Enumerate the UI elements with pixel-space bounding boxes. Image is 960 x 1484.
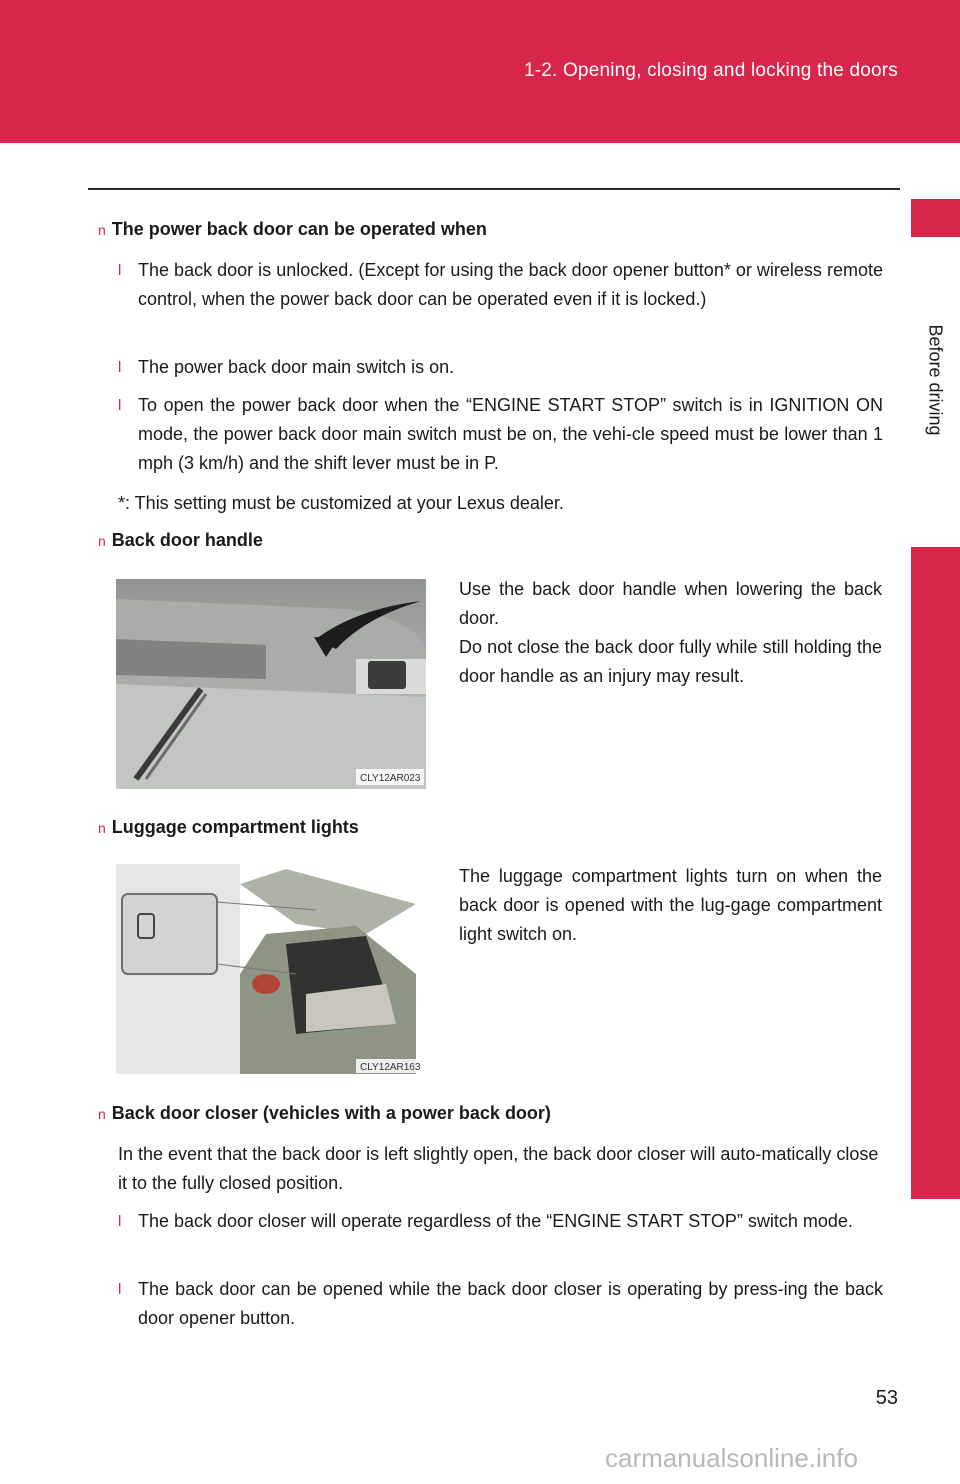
- heading-text: Luggage compartment lights: [111, 817, 359, 837]
- heading-text: Back door closer (vehicles with a power back door): [111, 1103, 551, 1123]
- item-bullet: l: [118, 397, 122, 414]
- description-line: Use the back door handle when lowering the back door.: [459, 579, 882, 628]
- item-bullet: l: [118, 359, 122, 376]
- heading-bullet: n: [98, 1106, 106, 1122]
- list-item: [118, 256, 883, 314]
- item-text: The power back door main switch is on.: [138, 357, 455, 377]
- section-heading-operation-conditions: [98, 219, 487, 240]
- watermark: carmanualsonline.info: [605, 1443, 858, 1473]
- item-bullet: l: [118, 1213, 122, 1230]
- description-line: Do not close the back door fully while still holding the door handle as an injury may result.: [459, 637, 882, 686]
- footnote: *: This setting must be customized at your Lexus dealer.: [118, 493, 564, 513]
- heading-bullet: n: [98, 820, 106, 836]
- page-number: 53: [875, 1387, 898, 1409]
- list-item: [118, 1207, 883, 1236]
- item-text: To open the power back door when the “ENGINE START STOP” switch is in IGNITION ON mode, the power back door main switch must be on, the vehi-cle speed must be lower than 1 mph (3 km/h) and the shift lever must be in P.: [138, 395, 883, 473]
- description-line: The luggage compartment lights turn on when the back door is opened with the lug-gage compartment light switch on.: [459, 866, 882, 944]
- heading-bullet: n: [98, 533, 106, 549]
- chapter-number: 1: [929, 267, 942, 289]
- header-band: [0, 0, 960, 143]
- item-text: The back door is unlocked. (Except for using the back door opener button* or wireless remote control, when the power back door can be operated even if it is locked.): [138, 260, 883, 309]
- list-item: [118, 391, 883, 478]
- chapter-label: Before driving: [925, 324, 946, 436]
- section-heading-back-door-handle: [98, 530, 263, 551]
- luggage-lights-illustration: [116, 864, 426, 1074]
- item-text: The back door can be opened while the back door closer is operating by press-ing the back door opener button.: [138, 1279, 883, 1328]
- figure-code: CLY12AR023: [360, 773, 421, 784]
- back-door-handle-illustration: [116, 579, 426, 789]
- section-heading-luggage-lights: [98, 817, 359, 838]
- item-bullet: l: [118, 262, 122, 279]
- section-heading-back-door-closer: [98, 1103, 551, 1124]
- section-title: 1-2. Opening, closing and locking the doors: [523, 60, 898, 81]
- closer-paragraph: In the event that the back door is left slightly open, the back door closer will auto-matically close it to the fully closed position.: [118, 1144, 879, 1193]
- list-item: [118, 353, 883, 382]
- back-door-handle-description: [459, 575, 882, 691]
- heading-text: The power back door can be operated when: [111, 219, 487, 239]
- figure-code: CLY12AR163: [360, 1062, 421, 1073]
- heading-bullet: n: [98, 222, 106, 238]
- header-rule: [88, 188, 900, 190]
- list-item: [118, 1275, 883, 1333]
- heading-text: Back door handle: [111, 530, 263, 550]
- luggage-lights-description: [459, 862, 882, 949]
- item-bullet: l: [118, 1281, 122, 1298]
- item-text: The back door closer will operate regardless of the “ENGINE START STOP” switch mode.: [138, 1211, 853, 1231]
